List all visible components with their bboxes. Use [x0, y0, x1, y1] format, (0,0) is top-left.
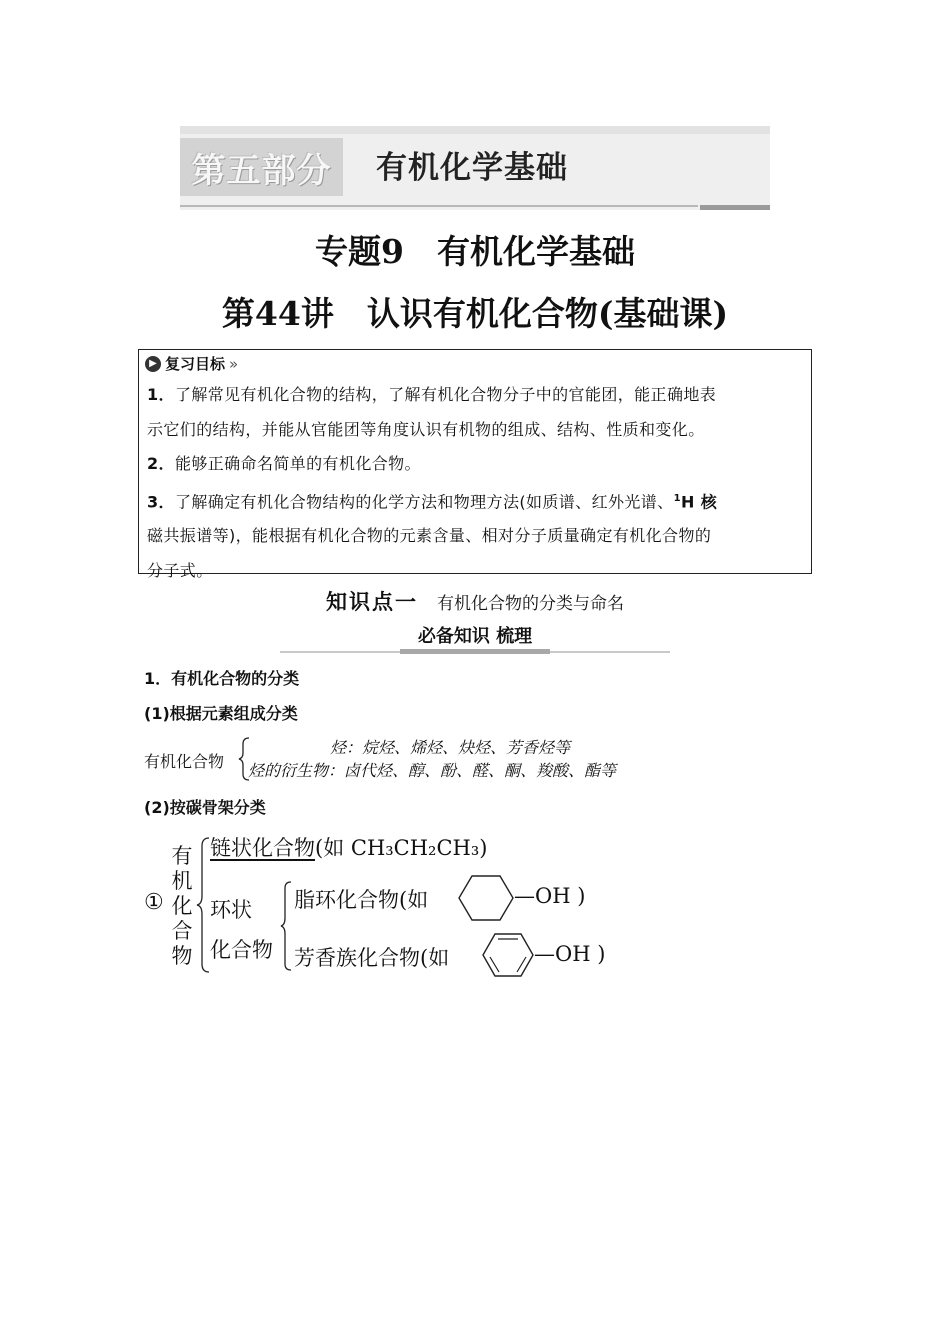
section-banner-label: 必备知识 梳理	[417, 626, 533, 647]
classify-root: 有机化合物	[144, 752, 225, 771]
alicyclic-label: 脂环化合物(如	[294, 888, 429, 912]
hydroxyl-group: —OH )	[534, 942, 606, 966]
circled-number: ①	[144, 890, 164, 915]
benzene-ring-icon	[482, 932, 534, 978]
subsection-heading: (2)按碳骨架分类	[144, 798, 266, 817]
objective-item: 3．了解确定有机化合物结构的化学方法和物理方法(如质谱、红外光谱、$^1$H 核	[147, 491, 718, 511]
banner-shade	[180, 126, 770, 134]
objectives-list	[147, 378, 807, 588]
topic-title: 专题9 有机化学基础	[315, 232, 635, 271]
objective-item-cont: 示它们的结构，并能从官能团等角度认识有机物的组成、结构、性质和变化。	[147, 419, 705, 439]
banner-rule	[180, 205, 698, 207]
objective-item: 2．能够正确命名简单的有机化合物。	[147, 454, 421, 473]
objective-item-cont: 分子式。	[147, 560, 213, 580]
brace-icon	[280, 880, 294, 972]
knowledge-point-title: 有机化合物的分类与命名	[437, 594, 625, 614]
section-rule-accent	[400, 649, 550, 654]
derivative-line: 烃的衍生物：卤代烃、醇、酚、醛、酮、羧酸、酯等	[248, 761, 617, 780]
play-icon: ▶	[145, 356, 161, 372]
objectives-tag	[145, 353, 238, 374]
skeleton-root: 有 机 化 合 物	[171, 844, 193, 968]
objective-item: 1．了解常见有机化合物的结构，了解有机化合物分子中的官能团，能正确地表	[147, 385, 717, 404]
double-chevron-icon: »	[229, 354, 239, 373]
lecture-title: 第44讲 认识有机化合物(基础课)	[221, 294, 729, 333]
part-label: 第五部分	[180, 138, 343, 196]
ring-label-1: 环状	[210, 898, 252, 922]
cyclohexane-icon	[458, 874, 514, 922]
knowledge-point-label: 知识点一	[325, 590, 418, 614]
objective-item-cont: 磁共振谱等)，能根据有机化合物的元素含量、相对分子质量确定有机化合物的	[147, 526, 712, 546]
hydroxyl-group: —OH )	[514, 884, 586, 908]
part-banner	[180, 126, 770, 210]
ring-label-2: 化合物	[210, 938, 273, 962]
part-title: 有机化学基础	[376, 150, 568, 186]
subsection-heading: (1)根据元素组成分类	[144, 704, 298, 723]
knowledge-point-header	[0, 586, 950, 616]
objectives-box	[138, 349, 812, 580]
section-banner	[280, 622, 670, 656]
section-heading: 1．有机化合物的分类	[144, 669, 300, 688]
hydrocarbon-line: 烃：烷烃、烯烃、炔烃、芳香烃等	[330, 738, 571, 757]
chain-compound: 链状化合物(如 CH₃CH₂CH₃)	[210, 836, 488, 860]
banner-rule-accent	[700, 205, 770, 210]
objectives-tag-label: 复习目标	[165, 355, 226, 373]
aromatic-label: 芳香族化合物(如	[294, 946, 450, 970]
